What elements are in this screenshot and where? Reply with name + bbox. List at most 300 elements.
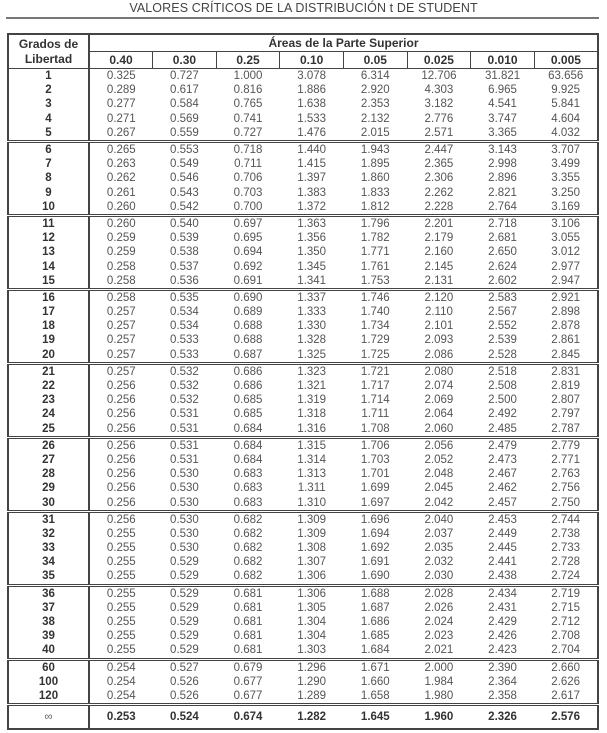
critical-value-cell: 1.319 — [297, 394, 327, 407]
critical-value-cell: 2.583 — [471, 289, 535, 305]
critical-value-cell: 6.314 — [360, 70, 390, 83]
critical-value-cell: 2.131 — [424, 274, 454, 287]
critical-value-cell: 1.315 — [280, 437, 344, 453]
critical-value-cell: 0.530 — [170, 542, 199, 555]
page-title: VALORES CRÍTICOS DE LA DISTRIBUCIÓN t DE STUDENT — [129, 1, 478, 15]
critical-value-cell: 2.528 — [488, 348, 517, 361]
critical-value-cell: 2.819 — [551, 380, 581, 393]
infinity-row — [8, 705, 598, 730]
critical-value-cell: 0.681 — [233, 601, 263, 614]
critical-value-cell: 0.529 — [170, 644, 199, 657]
critical-value-cell: 2.037 — [424, 527, 454, 540]
critical-value-cell: 2.145 — [424, 260, 454, 273]
critical-value-cell: 2.724 — [551, 570, 581, 583]
critical-value-cell: 0.688 — [233, 320, 263, 333]
critical-value-cell: 1.383 — [297, 186, 327, 199]
critical-value-cell: 0.691 — [233, 274, 263, 287]
critical-value-cell: 0.718 — [216, 141, 280, 157]
critical-value-cell: 0.539 — [170, 232, 199, 245]
degrees-of-freedom-cell: 2 — [8, 83, 89, 97]
critical-value-cell: 2.160 — [424, 246, 454, 259]
critical-value-cell: 1.305 — [297, 601, 327, 614]
critical-value-cell: 0.258 — [89, 289, 153, 305]
critical-value-cell: 0.536 — [170, 274, 199, 287]
critical-value-cell: 0.686 — [216, 363, 280, 379]
df-label-line1: Grados de — [18, 36, 79, 51]
critical-value-cell: 0.254 — [89, 659, 153, 675]
critical-value-cell: 0.682 — [233, 542, 263, 555]
critical-value-cell: 2.473 — [488, 453, 517, 466]
critical-value-cell: 2.048 — [424, 468, 454, 481]
critical-value-cell: 2.032 — [424, 556, 454, 569]
critical-value-cell: 0.683 — [233, 482, 263, 495]
critical-value-cell: 2.602 — [488, 274, 517, 287]
critical-value-cell: 1.000 — [233, 70, 263, 83]
critical-value-cell: 0.267 — [106, 126, 136, 139]
critical-value-cell: 1.684 — [360, 644, 390, 657]
critical-value-cell: 2.719 — [534, 585, 598, 601]
critical-value-cell: 2.681 — [488, 232, 517, 245]
degrees-of-freedom-cell: 60 — [8, 659, 89, 675]
table-row — [8, 231, 598, 245]
critical-value-cell: 0.540 — [153, 215, 217, 231]
critical-value-cell: 2.228 — [424, 200, 454, 213]
critical-value-cell: 2.718 — [471, 215, 535, 231]
critical-value-cell: 0.727 — [233, 126, 263, 139]
critical-value-cell: 2.024 — [424, 616, 454, 629]
critical-value-cell: 1.313 — [297, 468, 327, 481]
critical-value-cell: 1.671 — [344, 659, 408, 675]
table-row — [8, 541, 598, 555]
critical-value-cell: 1.356 — [297, 232, 327, 245]
critical-value-cell: 0.256 — [106, 496, 136, 509]
critical-value-cell: 2.447 — [407, 141, 471, 157]
table-row — [8, 511, 598, 527]
critical-value-cell: 1.296 — [280, 659, 344, 675]
degrees-of-freedom-cell: 39 — [8, 629, 89, 643]
critical-value-cell: 2.441 — [488, 556, 517, 569]
table-row — [8, 481, 598, 495]
critical-value-cell: 2.977 — [551, 260, 581, 273]
column-header: 0.40 — [89, 52, 153, 69]
column-header: 0.10 — [280, 52, 344, 69]
critical-value-cell: 0.529 — [170, 601, 199, 614]
critical-value-cell: 2.052 — [424, 453, 454, 466]
critical-value-cell: 2.365 — [424, 158, 454, 171]
critical-value-cell: 0.256 — [106, 453, 136, 466]
critical-value-cell: 0.686 — [233, 380, 263, 393]
critical-value-cell: 1.688 — [344, 585, 408, 601]
critical-value-cell: 2.896 — [488, 172, 517, 185]
critical-value-cell: 1.660 — [360, 675, 390, 688]
critical-value-cell: 1.886 — [297, 84, 327, 97]
degrees-of-freedom-cell: 4 — [8, 112, 89, 126]
critical-value-cell: 0.253 — [89, 705, 153, 730]
critical-value-cell: 0.727 — [170, 70, 199, 83]
critical-value-cell: 0.530 — [170, 482, 199, 495]
critical-value-cell: 0.258 — [106, 274, 136, 287]
degrees-of-freedom-cell: 3 — [8, 97, 89, 111]
critical-value-cell: 0.532 — [153, 363, 217, 379]
table-row — [8, 126, 598, 142]
table-row — [8, 615, 598, 629]
critical-value-cell: 0.530 — [170, 468, 199, 481]
critical-value-cell: 3.012 — [551, 246, 581, 259]
critical-value-cell: 63.656 — [548, 70, 584, 83]
critical-value-cell: 0.685 — [233, 394, 263, 407]
critical-value-cell: 2.120 — [407, 289, 471, 305]
critical-value-cell: 1.337 — [280, 289, 344, 305]
critical-value-cell: 0.256 — [106, 482, 136, 495]
critical-value-cell: 0.254 — [106, 675, 136, 688]
critical-value-cell: 0.256 — [106, 468, 136, 481]
table-row — [8, 407, 598, 421]
critical-value-cell: 0.258 — [106, 260, 136, 273]
critical-value-cell: 2.449 — [488, 527, 517, 540]
critical-value-cell: 1.311 — [297, 482, 326, 495]
table-row — [8, 555, 598, 569]
critical-value-cell: 4.541 — [488, 98, 517, 111]
critical-value-cell: 0.256 — [106, 380, 136, 393]
degrees-of-freedom-cell: 120 — [8, 689, 89, 705]
critical-value-cell: 1.318 — [297, 408, 327, 421]
critical-value-cell: 2.110 — [424, 306, 453, 319]
degrees-of-freedom-header — [8, 34, 89, 69]
critical-value-cell: 2.434 — [471, 585, 535, 601]
critical-value-cell: 1.734 — [360, 320, 390, 333]
critical-value-cell: 0.532 — [170, 394, 199, 407]
critical-value-cell: 2.921 — [534, 289, 598, 305]
critical-value-cell: 1.782 — [360, 232, 390, 245]
table-row — [8, 186, 598, 200]
critical-value-cell: 0.260 — [106, 200, 136, 213]
critical-value-cell: 1.721 — [344, 363, 408, 379]
critical-value-cell: 1.711 — [361, 408, 390, 421]
critical-value-cell: 2.015 — [360, 126, 390, 139]
critical-value-cell: 1.729 — [360, 334, 390, 347]
critical-value-cell: 2.262 — [424, 186, 454, 199]
critical-value-cell: 1.860 — [360, 172, 390, 185]
critical-value-cell: 1.699 — [360, 482, 390, 495]
table-row — [8, 495, 598, 511]
critical-value-cell: 0.531 — [153, 437, 217, 453]
critical-value-cell: 1.984 — [424, 675, 454, 688]
table-row — [8, 437, 598, 453]
degrees-of-freedom-cell: 25 — [8, 422, 89, 438]
table-row — [8, 171, 598, 185]
critical-value-cell: 2.712 — [551, 616, 581, 629]
critical-value-cell: 1.833 — [360, 186, 390, 199]
table-body — [8, 69, 598, 730]
critical-value-cell: 2.807 — [551, 394, 581, 407]
critical-value-cell: 2.390 — [471, 659, 535, 675]
critical-value-cell: 0.531 — [170, 422, 199, 435]
critical-value-cell: 2.353 — [360, 98, 390, 111]
critical-value-cell: 1.697 — [360, 496, 390, 509]
critical-value-cell: 0.531 — [170, 453, 199, 466]
degrees-of-freedom-cell: 14 — [8, 259, 89, 273]
critical-value-cell: 2.426 — [488, 630, 517, 643]
critical-value-cell: 0.533 — [170, 348, 199, 361]
critical-value-cell: 4.303 — [424, 84, 454, 97]
critical-value-cell: 3.143 — [471, 141, 535, 157]
critical-value-cell: 3.182 — [424, 98, 454, 111]
critical-value-cell: 2.787 — [551, 422, 581, 435]
critical-value-cell: 0.683 — [233, 496, 263, 509]
degrees-of-freedom-cell: 29 — [8, 481, 89, 495]
degrees-of-freedom-cell: 33 — [8, 541, 89, 555]
critical-value-cell: 1.310 — [297, 496, 327, 509]
critical-value-cell: 2.074 — [424, 380, 454, 393]
column-header: 0.005 — [534, 52, 598, 69]
critical-value-cell: 2.508 — [488, 380, 517, 393]
critical-value-cell: 2.045 — [424, 482, 454, 495]
critical-value-cell: 2.518 — [471, 363, 535, 379]
column-header: 0.025 — [407, 52, 471, 69]
table-row — [8, 659, 598, 675]
degrees-of-freedom-cell: 13 — [8, 245, 89, 259]
degrees-of-freedom-cell: 12 — [8, 231, 89, 245]
critical-value-cell: 1.690 — [360, 570, 390, 583]
degrees-of-freedom-cell: 35 — [8, 569, 89, 585]
table-row — [8, 585, 598, 601]
critical-value-cell: 0.255 — [106, 527, 136, 540]
table-row — [8, 259, 598, 273]
critical-value-cell: 1.350 — [297, 246, 327, 259]
critical-value-cell: 2.179 — [424, 232, 454, 245]
table-row — [8, 112, 598, 126]
critical-value-cell: 2.445 — [488, 542, 517, 555]
critical-value-cell: 0.689 — [233, 306, 263, 319]
critical-value-cell: 0.682 — [233, 527, 263, 540]
critical-value-cell: 0.535 — [153, 289, 217, 305]
critical-value-cell: 2.571 — [424, 126, 454, 139]
degrees-of-freedom-cell: 15 — [8, 274, 89, 290]
degrees-of-freedom-cell: 11 — [8, 215, 89, 231]
critical-value-cell: 0.261 — [106, 186, 136, 199]
critical-value-cell: 0.700 — [233, 200, 263, 213]
critical-value-cell: 0.559 — [170, 126, 199, 139]
critical-value-cell: 5.841 — [551, 98, 581, 111]
critical-value-cell: 4.032 — [551, 126, 581, 139]
degrees-of-freedom-cell: 36 — [8, 585, 89, 601]
critical-value-cell: 2.042 — [424, 496, 454, 509]
critical-value-cell: 9.925 — [551, 84, 581, 97]
critical-value-cell: 0.677 — [233, 689, 263, 702]
critical-value-cell: 4.604 — [551, 112, 581, 125]
critical-value-cell: 3.250 — [551, 186, 581, 199]
critical-value-cell: 0.526 — [170, 675, 199, 688]
critical-value-cell: 0.529 — [170, 630, 199, 643]
critical-value-cell: 0.584 — [170, 98, 199, 111]
critical-value-cell: 1.325 — [297, 348, 327, 361]
critical-value-cell: 1.943 — [344, 141, 408, 157]
critical-value-cell: 1.686 — [360, 616, 390, 629]
critical-value-cell: 0.534 — [170, 320, 199, 333]
critical-value-cell: 1.638 — [297, 98, 327, 111]
critical-value-cell: 0.816 — [233, 84, 263, 97]
critical-value-cell: 0.682 — [233, 570, 263, 583]
critical-value-cell: 2.479 — [471, 437, 535, 453]
critical-value-cell: 0.255 — [106, 630, 136, 643]
critical-value-cell: 2.797 — [551, 408, 581, 421]
critical-value-cell: 3.707 — [534, 141, 598, 157]
critical-value-cell: 1.363 — [280, 215, 344, 231]
table-row — [8, 601, 598, 615]
critical-value-cell: 3.106 — [534, 215, 598, 231]
critical-value-cell: 1.341 — [297, 274, 327, 287]
degrees-of-freedom-cell: 40 — [8, 643, 89, 659]
critical-value-cell: 2.750 — [551, 496, 581, 509]
degrees-of-freedom-cell: 38 — [8, 615, 89, 629]
critical-value-cell: 1.960 — [407, 705, 471, 730]
table-row — [8, 289, 598, 305]
critical-value-cell: 2.733 — [551, 542, 581, 555]
critical-value-cell: 1.706 — [344, 437, 408, 453]
table-row — [8, 141, 598, 157]
degrees-of-freedom-cell: 30 — [8, 495, 89, 511]
critical-value-cell: 2.000 — [407, 659, 471, 675]
critical-value-cell: 1.685 — [360, 630, 390, 643]
critical-value-cell: 0.687 — [233, 348, 263, 361]
critical-value-cell: 1.309 — [297, 527, 327, 540]
critical-value-cell: 0.682 — [233, 556, 263, 569]
critical-value-cell: 1.303 — [297, 644, 327, 657]
critical-value-cell: 0.543 — [170, 186, 199, 199]
critical-value-cell: 0.256 — [89, 437, 153, 453]
critical-value-cell: 1.330 — [297, 320, 327, 333]
degrees-of-freedom-cell: 21 — [8, 363, 89, 379]
degrees-of-freedom-cell: 34 — [8, 555, 89, 569]
critical-value-cell: 0.741 — [233, 112, 263, 125]
critical-value-cell: 1.812 — [360, 200, 390, 213]
critical-value-cell: 2.358 — [488, 689, 517, 702]
critical-value-cell: 2.626 — [551, 675, 581, 688]
critical-value-cell: 1.321 — [297, 380, 327, 393]
degrees-of-freedom-cell: 7 — [8, 157, 89, 171]
upper-areas-header: Áreas de la Parte Superior — [89, 34, 598, 52]
critical-value-cell: 2.567 — [488, 306, 517, 319]
degrees-of-freedom-cell: 19 — [8, 333, 89, 347]
critical-value-cell: 0.697 — [216, 215, 280, 231]
critical-value-cell: 1.316 — [297, 422, 327, 435]
critical-value-cell: 0.690 — [216, 289, 280, 305]
critical-value-cell: 0.257 — [106, 320, 136, 333]
critical-value-cell: 2.201 — [407, 215, 471, 231]
critical-value-cell: 0.695 — [233, 232, 263, 245]
critical-value-cell: 2.030 — [424, 570, 454, 583]
critical-value-cell: 0.256 — [106, 422, 136, 435]
critical-value-cell: 2.132 — [360, 112, 390, 125]
critical-value-cell: 0.681 — [233, 630, 263, 643]
critical-value-cell: 1.796 — [344, 215, 408, 231]
critical-value-cell: 0.255 — [106, 556, 136, 569]
table-row — [8, 333, 598, 347]
critical-value-cell: 2.431 — [488, 601, 517, 614]
critical-value-cell: 0.532 — [170, 380, 199, 393]
column-header: 0.05 — [344, 52, 408, 69]
critical-value-cell: 1.372 — [297, 200, 327, 213]
critical-value-cell: 2.056 — [407, 437, 471, 453]
degrees-of-freedom-cell: 1 — [8, 69, 89, 84]
table-row — [8, 245, 598, 259]
critical-value-cell: 2.650 — [488, 246, 517, 259]
critical-value-cell: 1.290 — [297, 675, 327, 688]
critical-value-cell: 0.529 — [153, 585, 217, 601]
degrees-of-freedom-cell: ∞ — [8, 705, 89, 730]
critical-value-cell: 2.429 — [488, 616, 517, 629]
critical-value-cell: 2.023 — [424, 630, 454, 643]
critical-value-cell: 2.453 — [471, 511, 535, 527]
critical-value-cell: 0.681 — [233, 616, 263, 629]
degrees-of-freedom-cell: 20 — [8, 348, 89, 364]
critical-value-cell: 1.696 — [344, 511, 408, 527]
degrees-of-freedom-cell: 10 — [8, 200, 89, 216]
critical-value-cell: 0.530 — [170, 527, 199, 540]
critical-value-cell: 0.549 — [170, 158, 199, 171]
table-row — [8, 453, 598, 467]
critical-value-cell: 1.746 — [344, 289, 408, 305]
critical-value-cell: 1.740 — [360, 306, 390, 319]
critical-value-cell: 2.457 — [488, 496, 517, 509]
critical-value-cell: 2.101 — [424, 320, 454, 333]
critical-value-cell: 0.694 — [233, 246, 263, 259]
column-header: 0.25 — [216, 52, 280, 69]
critical-value-cell: 0.256 — [106, 394, 136, 407]
critical-value-cell: 2.617 — [551, 689, 581, 702]
critical-value-cell: 2.438 — [488, 570, 517, 583]
critical-value-cell: 0.255 — [106, 644, 136, 657]
critical-value-cell: 0.684 — [233, 422, 263, 435]
critical-value-cell: 0.542 — [170, 200, 199, 213]
critical-value-cell: 0.325 — [106, 70, 136, 83]
critical-value-cell: 0.534 — [170, 306, 199, 319]
critical-value-cell: 1.397 — [297, 172, 327, 185]
critical-value-cell: 1.304 — [297, 616, 327, 629]
critical-value-cell: 0.679 — [216, 659, 280, 675]
critical-value-cell: 2.998 — [488, 158, 517, 171]
critical-value-cell: 1.308 — [297, 542, 327, 555]
degrees-of-freedom-cell: 18 — [8, 319, 89, 333]
degrees-of-freedom-cell: 17 — [8, 305, 89, 319]
critical-value-cell: 2.021 — [424, 644, 454, 657]
critical-value-cell: 0.529 — [170, 616, 199, 629]
critical-value-cell: 2.080 — [407, 363, 471, 379]
critical-value-cell: 1.328 — [297, 334, 327, 347]
critical-value-cell: 1.691 — [360, 556, 390, 569]
critical-value-cell: 0.526 — [170, 689, 199, 702]
critical-value-cell: 0.254 — [106, 689, 136, 702]
table-row — [8, 305, 598, 319]
critical-value-cell: 1.703 — [360, 453, 390, 466]
critical-value-cell: 3.499 — [551, 158, 581, 171]
degrees-of-freedom-cell: 9 — [8, 186, 89, 200]
table-row — [8, 83, 598, 97]
critical-value-cell: 1.658 — [360, 689, 390, 702]
critical-value-cell: 2.326 — [471, 705, 535, 730]
critical-value-cell: 1.282 — [280, 705, 344, 730]
degrees-of-freedom-cell: 22 — [8, 379, 89, 393]
critical-value-cell: 1.306 — [280, 585, 344, 601]
table-row — [8, 393, 598, 407]
critical-value-cell: 0.692 — [233, 260, 263, 273]
critical-value-cell: 1.323 — [280, 363, 344, 379]
critical-value-cell: 1.533 — [297, 112, 327, 125]
critical-value-cell: 0.688 — [233, 334, 263, 347]
critical-value-cell: 0.703 — [233, 186, 263, 199]
critical-value-cell: 2.035 — [424, 542, 454, 555]
critical-value-cell: 1.314 — [297, 453, 327, 466]
